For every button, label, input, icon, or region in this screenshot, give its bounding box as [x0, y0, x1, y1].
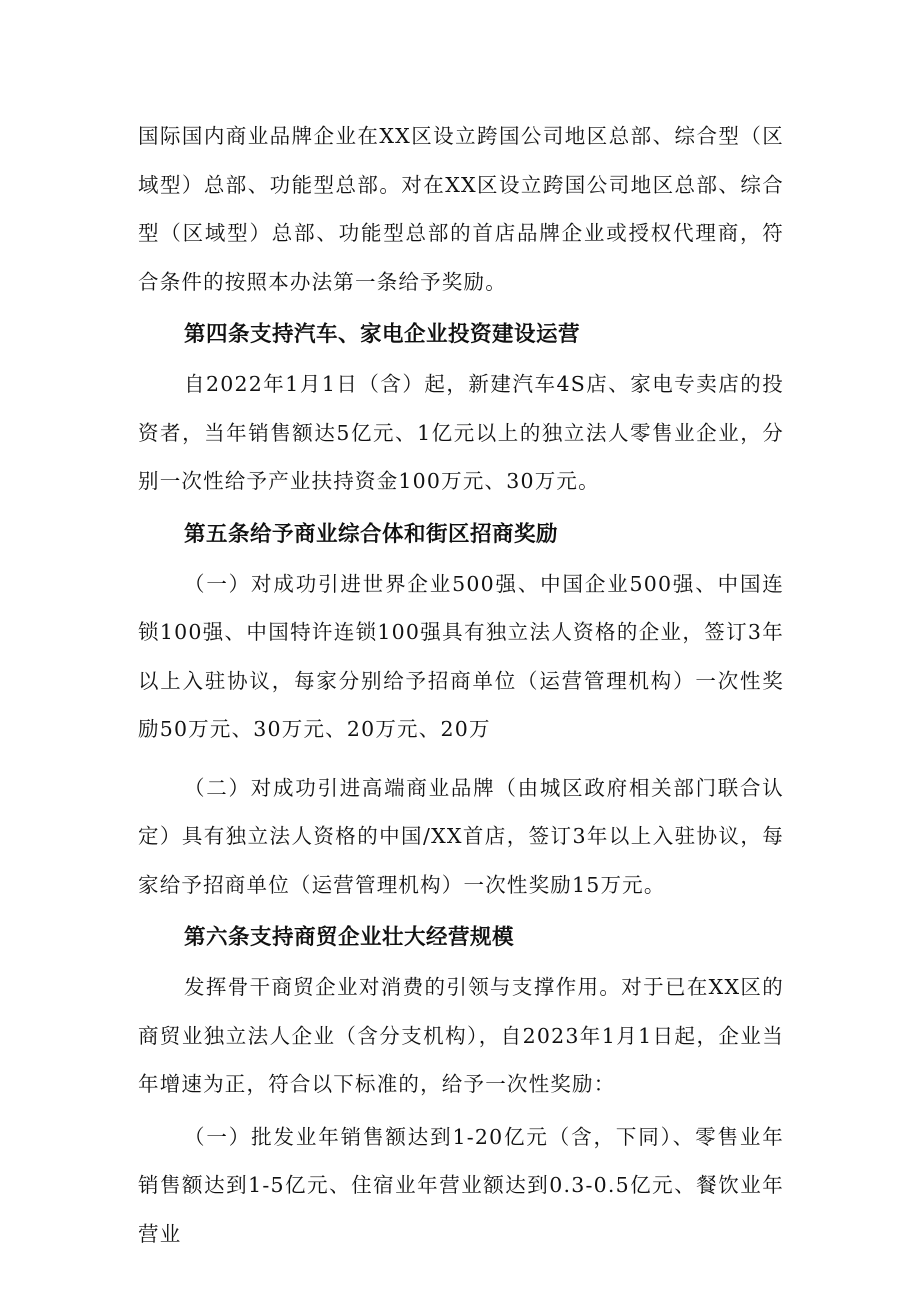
- paragraph-investment-reward-1: （一）对成功引进世界企业500强、中国企业500强、中国连锁100强、中国特许连锁100强具有独立法人资格的企业，签订3年以上入驻协议，每家分别给予招商单位（运营管理机构）一次性奖励50万元、30万元、20万元、20万: [138, 571, 784, 741]
- heading-article-6: 第六条支持商贸企业壮大经营规模: [184, 925, 515, 950]
- heading-article-5: 第五条给予商业综合体和街区招商奖励: [184, 521, 559, 547]
- paragraph-trade-enterprises: 发挥骨干商贸企业对消费的引领与支撑作用。对于已在XX区的商贸业独立法人企业（含分支机构），自2023年1月1日起，企业当年增速为正，符合以下标准的，给予一次性奖励：: [138, 975, 784, 1096]
- paragraph-auto-appliance: 自2022年1月1日（含）起，新建汽车4S店、家电专卖店的投资者，当年销售额达5亿元、1亿元以上的独立法人零售业企业，分别一次性给予产业扶持资金100万元、30万元。: [138, 372, 784, 493]
- paragraph-investment-reward-2: （二）对成功引进高端商业品牌（由城区政府相关部门联合认定）具有独立法人资格的中国/XX首店，签订3年以上入驻协议，每家给予招商单位（运营管理机构）一次性奖励15万元。: [138, 775, 784, 897]
- paragraph-sales-thresholds: （一）批发业年销售额达到1-20亿元（含，下同）、零售业年销售额达到1-5亿元、住宿业年营业额达到0.3-0.5亿元、餐饮业年营业: [138, 1124, 784, 1246]
- paragraph-hq-brands: 国际国内商业品牌企业在XX区设立跨国公司地区总部、综合型（区域型）总部、功能型总部。对在XX区设立跨国公司地区总部、综合型（区域型）总部、功能型总部的首店品牌企业或授权代理商，符合条件的按照本办法第一条给予奖励。: [138, 124, 784, 294]
- heading-article-4: 第四条支持汽车、家电企业投资建设运营: [184, 322, 581, 347]
